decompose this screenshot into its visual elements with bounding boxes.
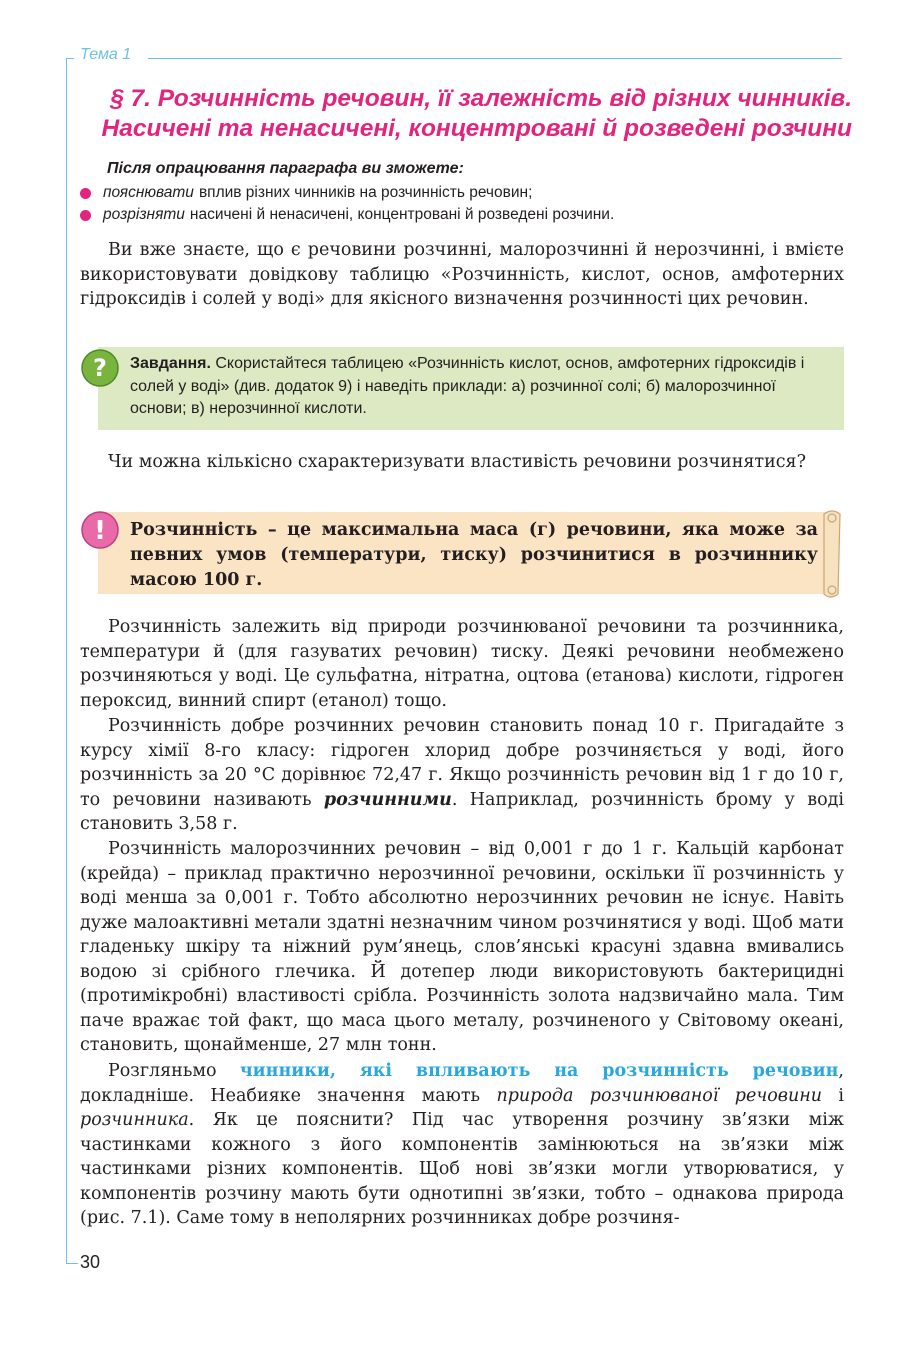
question-paragraph: Чи можна кількісно схарактеризувати властивість речовини розчинятися? <box>108 452 806 472</box>
topic-label: Тема 1 <box>80 46 132 63</box>
page-title <box>82 84 852 144</box>
question-icon <box>80 348 120 388</box>
intro-paragraph: Ви вже знаєте, що є речовини розчинні, малорозчинні й нерозчинні, і вмієте використовувати довідкову таблицю «Розчинність, кислот, основ, амфотерних гідроксидів і солей у воді» для якісного визначення розчинності цих речовин. <box>80 240 844 309</box>
goals-heading: Після опрацювання параграфа ви зможете: <box>107 160 464 177</box>
page-frame-line <box>66 1263 78 1264</box>
goal-item <box>80 184 532 202</box>
bullet-icon <box>80 210 91 221</box>
goal-text: вплив різних чинників на розчинність речовин; <box>198 184 533 201</box>
scroll-decoration-icon <box>820 508 844 600</box>
term: розчинними <box>323 789 452 810</box>
goal-verb: пояснювати <box>103 184 194 201</box>
page-frame-line <box>148 58 842 59</box>
body-paragraph: Розчинність залежить від природи розчинюваної речовини та розчинника, температури й (для газуватих речовин) тиску. Деякі речовини необмежено розчиняються у воді. Це сульфатна, нітратна, оцтова (етанова) кислоти, гідроген пероксид, винний спирт (етанол) тощо. <box>80 617 844 711</box>
title-line: Насичені та ненасичені, концентровані й розведені розчини <box>101 115 852 142</box>
body-paragraph: Розчинність малорозчинних речовин – від 0,001 г до 1 г. Кальцій карбонат (крейда) – приклад практично нерозчинної речовини, оскільки її розчинність у воді менша за 0,001 г. Тобто абсолютно нерозчинних речовин не існує. Навіть дуже малоактивні метали здатні незначним чином розчинятися у воді. Щоб мати гладеньку шкіру та ніжний рум’янець, слов’янські красуні здавна вмивались водою зі срібного глечика. Й дотепер люди використовують бактерицидні (протимікробні) властивості срібла. Розчинність золота надзвичайно мала. Тим паче вражає той факт, що маса цього металу, розчиненого у Світовому океані, становить, щонайменше, 27 млн тонн. <box>80 839 844 1055</box>
page-frame-line <box>66 58 74 59</box>
highlighted-term: чинники, які впливають на розчинність речовин <box>239 1061 839 1081</box>
goal-item <box>80 206 614 224</box>
definition-text: Розчинність – це максимальна маса (г) речовини, яка може за певних умов (температури, тиску) розчинитися в розчиннику масою 100 г. <box>130 520 818 590</box>
svg-text:?: ? <box>93 354 107 382</box>
svg-text:!: ! <box>94 516 106 546</box>
body-paragraph: Розчинність добре розчинних речовин становить понад 10 г. Пригадайте з курсу хімії 8-го класу: гідроген хлорид добре розчиняється у воді, його розчинність за 20 °С дорівнює 72,47 г. Якщо розчинність речовин від 1 г до 10 г, то речовини називають розчинними. Наприклад, розчинність брому у воді становить 3,58 г. <box>80 716 844 834</box>
title-line: § 7. Розчинність речовин, її залежність від різних чинників. <box>110 85 852 112</box>
page-frame-line <box>66 58 67 1263</box>
goal-verb: розрізняти <box>103 206 185 223</box>
exclamation-icon <box>80 510 120 550</box>
bullet-icon <box>80 188 91 199</box>
goal-text: насичені й ненасичені, концентровані й розведені розчини. <box>189 206 615 223</box>
body-paragraph: Розгляньмо чинники, які впливають на розчинність речовин, докладніше. Неабияке значення мають природа розчинюваної речовини і розчинника. Як це пояснити? Під час утворення розчину зв’язки між частинками кожного з його компонентів замінюються на зв’язки між частинками різних компонентів. Щоб нові зв’язки могли утворюватися, у компонентів розчину мають бути однотипні зв’язки, тобто – однакова природа (рис. 7.1). Саме тому в неполярних розчинниках добре розчиня- <box>80 1061 844 1228</box>
task-text: Завдання. Скористайтеся таблицею «Розчинність кислот, основ, амфотерних гідроксидів і солей у воді» (див. додаток 9) і наведіть приклади: а) розчинної солі; б) малорозчинної основи; в) нерозчинної кислоти. <box>130 355 805 417</box>
page-number: 30 <box>80 1252 101 1272</box>
